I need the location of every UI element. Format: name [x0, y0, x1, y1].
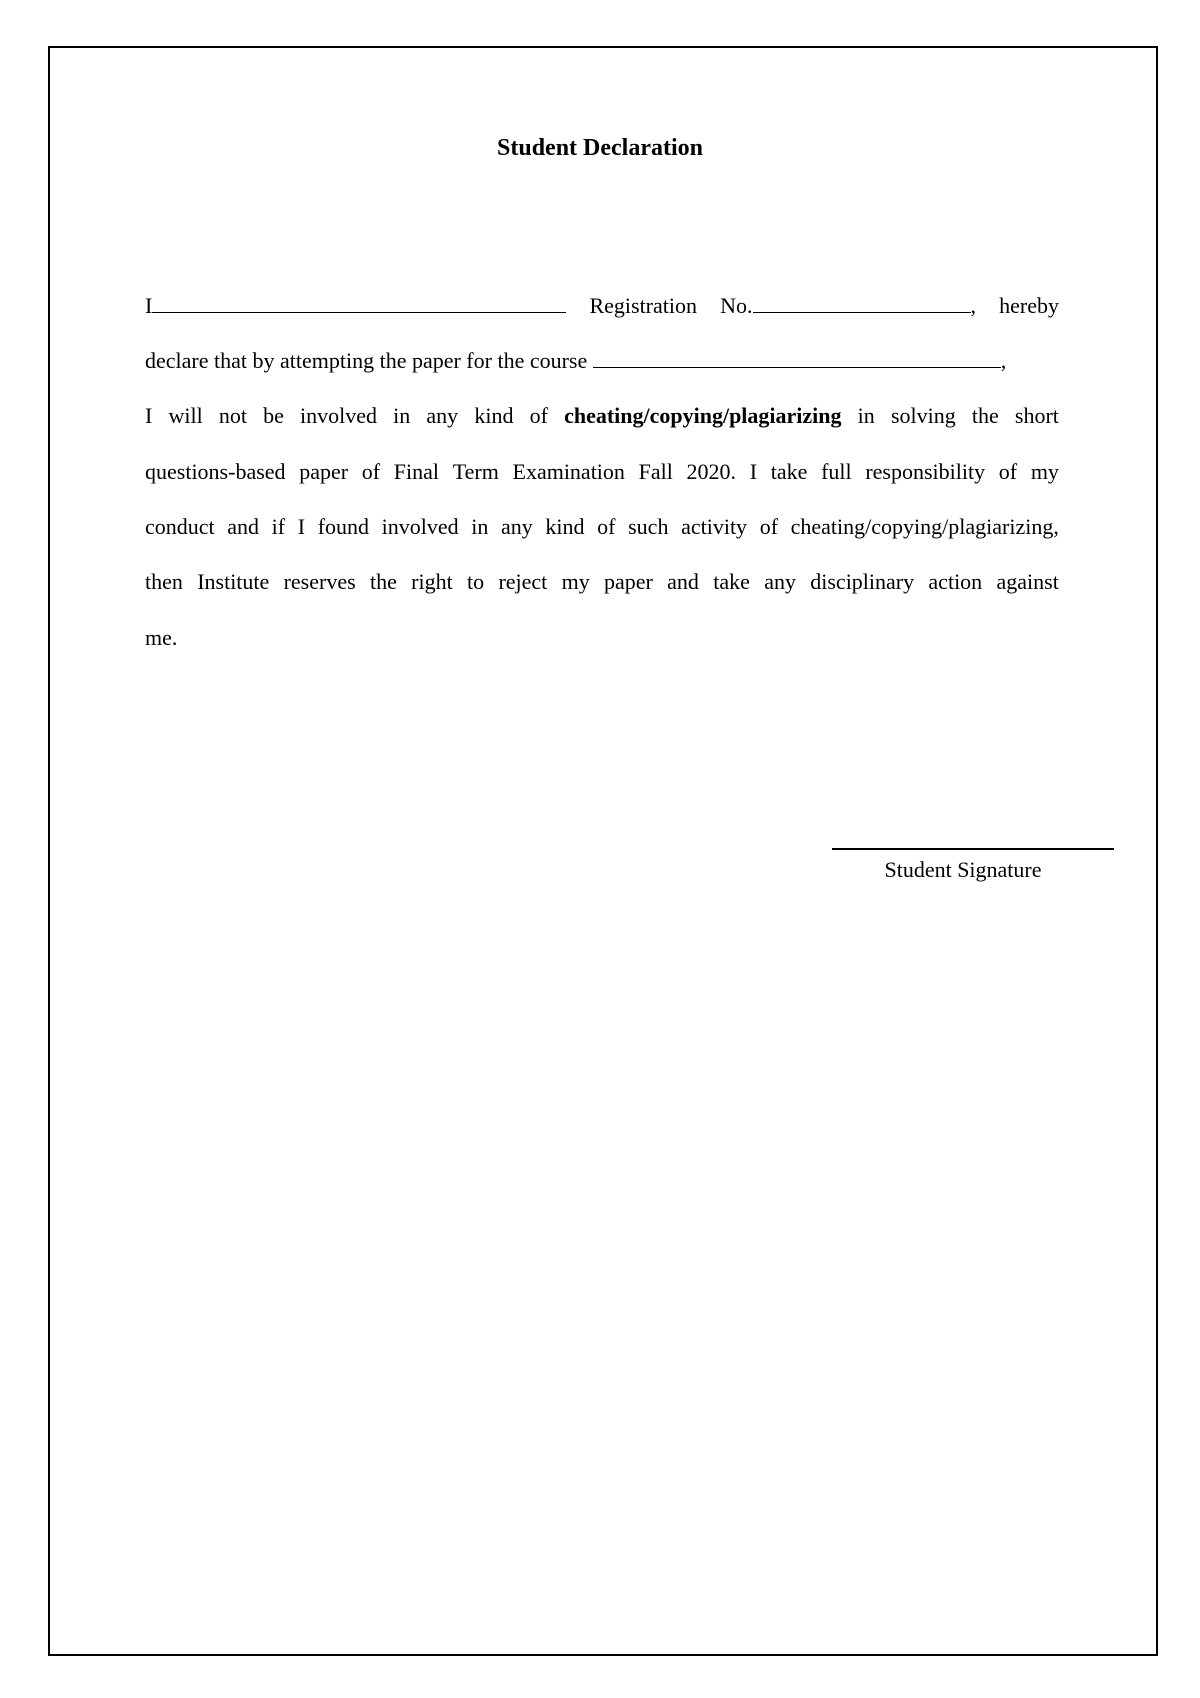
- word: be: [263, 403, 284, 428]
- word: Final: [393, 459, 440, 484]
- signature-label: Student Signature: [884, 857, 1042, 882]
- line-1-name-segment: [145, 292, 566, 320]
- word: take: [770, 459, 808, 484]
- word: reserves: [283, 569, 356, 594]
- line-1-reg-segment: [720, 292, 976, 320]
- line-7-text: me.: [145, 625, 178, 650]
- word: such: [628, 514, 669, 539]
- registration-word: Registration: [589, 293, 697, 318]
- signature-line[interactable]: [832, 848, 1114, 850]
- word: cheating/copying/plagiarizing,: [790, 514, 1059, 539]
- word: kind: [474, 403, 514, 428]
- word: involved: [300, 403, 378, 428]
- word: the: [369, 569, 397, 594]
- word: I: [749, 459, 758, 484]
- word: found: [317, 514, 370, 539]
- declaration-line-1: [145, 292, 1059, 320]
- declaration-line-5: [145, 513, 1059, 541]
- word: Institute: [197, 569, 270, 594]
- word: of: [361, 459, 381, 484]
- word: involved: [381, 514, 459, 539]
- word: action: [928, 569, 983, 594]
- word: solving: [890, 403, 956, 428]
- word: and: [227, 514, 260, 539]
- bold-term-cheating: cheating/copying/plagiarizing: [564, 403, 842, 428]
- word: right: [411, 569, 453, 594]
- word: my: [1030, 459, 1059, 484]
- word: in: [471, 514, 489, 539]
- word: against: [996, 569, 1059, 594]
- word: of: [759, 514, 779, 539]
- word: of: [597, 514, 616, 539]
- word: in: [857, 403, 875, 428]
- word: take: [713, 569, 750, 594]
- word: Examination: [512, 459, 625, 484]
- registration-no-label: No.: [720, 293, 753, 318]
- word: in: [393, 403, 411, 428]
- declaration-line-7: [145, 624, 1059, 652]
- word: reject: [498, 569, 548, 594]
- declaration-line-3: [145, 402, 1059, 430]
- word: of: [529, 403, 548, 428]
- line-1-comma: ,: [970, 293, 977, 318]
- word: any: [764, 569, 796, 594]
- hereby-word: hereby: [999, 293, 1059, 318]
- word: and: [667, 569, 699, 594]
- word: conduct: [145, 514, 215, 539]
- word: disciplinary: [810, 569, 915, 594]
- word: any: [501, 514, 533, 539]
- word: paper: [604, 569, 653, 594]
- word: Term: [452, 459, 499, 484]
- line-2-comma: ,: [1000, 348, 1007, 373]
- word: kind: [545, 514, 585, 539]
- page-title: Student Declaration: [497, 135, 703, 161]
- word: questions-based: [145, 459, 286, 484]
- declaration-line-6: [145, 568, 1059, 596]
- name-blank-field[interactable]: [152, 292, 566, 313]
- word: if: [271, 514, 286, 539]
- pronoun-i: I: [145, 293, 153, 318]
- word: to: [467, 569, 485, 594]
- line-2-text: declare that by attempting the paper for the course: [145, 348, 588, 373]
- page-border: [48, 46, 1158, 1656]
- declaration-line-2: [145, 347, 1059, 375]
- word: the: [971, 403, 999, 428]
- word: short: [1014, 403, 1059, 428]
- course-blank-field[interactable]: [593, 347, 1001, 368]
- word: I: [297, 514, 306, 539]
- word: my: [561, 569, 590, 594]
- word: paper: [299, 459, 349, 484]
- word: then: [145, 569, 183, 594]
- registration-number-blank-field[interactable]: [753, 292, 971, 313]
- word: I: [145, 403, 153, 428]
- word: full: [821, 459, 852, 484]
- word: any: [426, 403, 459, 428]
- word: responsibility: [865, 459, 986, 484]
- word: 2020.: [686, 459, 737, 484]
- word: activity: [681, 514, 748, 539]
- word: not: [218, 403, 247, 428]
- word: Fall: [638, 459, 673, 484]
- word: will: [168, 403, 203, 428]
- word: of: [998, 459, 1018, 484]
- declaration-line-4: [145, 458, 1059, 486]
